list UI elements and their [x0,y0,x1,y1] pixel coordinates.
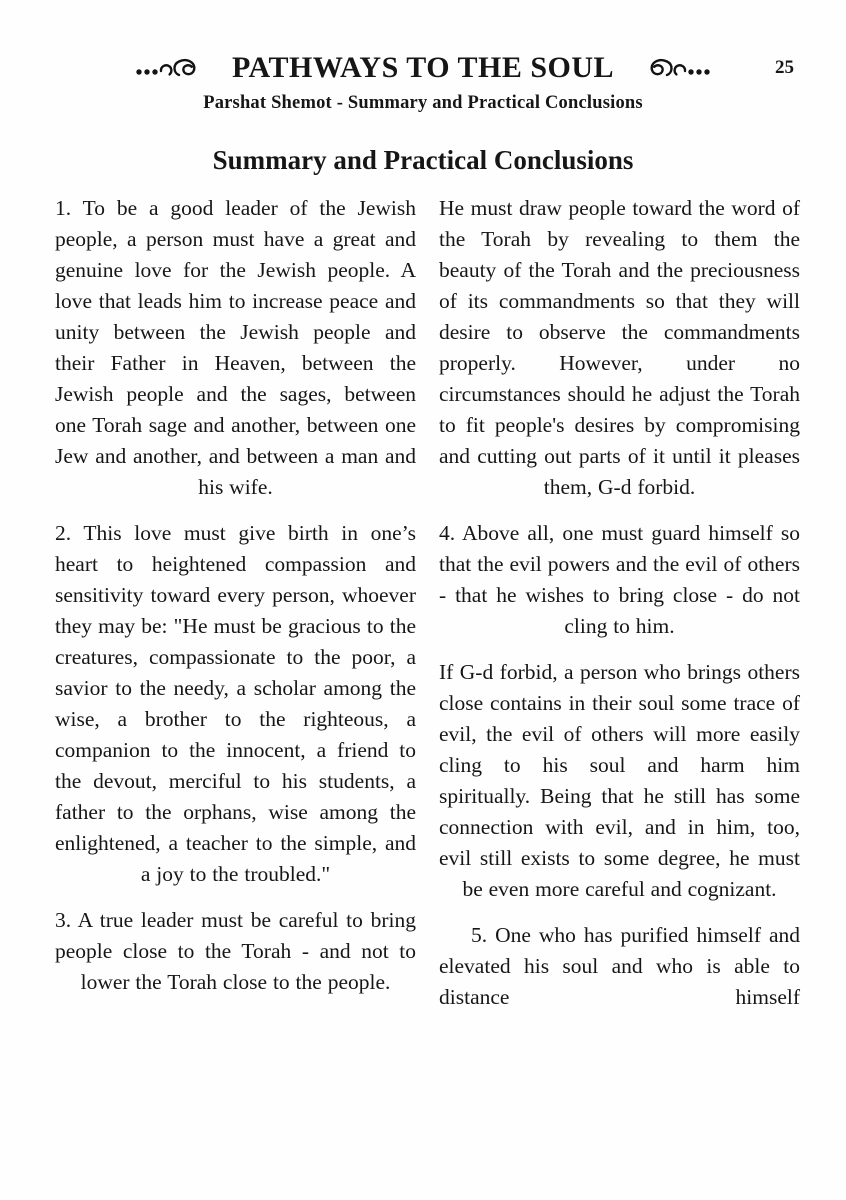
left-column [55,193,416,1028]
chapter-subtitle: Parshat Shemot - Summary and Practical Conclusions [203,93,643,113]
page-number: 25 [775,57,794,78]
paragraph-point-3: 3. A true leader must be careful to bring people close to the Torah - and not to lower the Torah close to the people. [55,908,416,994]
section-heading: Summary and Practical Conclusions [212,145,634,175]
flourish-right-icon [624,55,712,81]
paragraph-point-2: 2. This love must give birth in one’s heart to heightened compassion and sensitivity toward every person, whoever they may be: "He must be gracious to the creatures, compassionate to the poor, a savior to the needy, a scholar among the wise, a brother to the righteous, a companion to the innocent, a friend to the devout, merciful to his students, a father to the orphans, wise among the enlightened, a teacher to the simple, and a joy to the troubled." [55,521,416,886]
paragraph-point-3-continued: He must draw people toward the word of the Torah by revealing to them the beauty of the Torah and the preciousness of its commandments so that they will desire to observe the commandments properly. However, under no circumstances should he adjust the Torah to fit people's desires by compromising and cutting out parts of it until it pleases them, G-d forbid. [439,196,800,499]
paragraph-point-4: 4. Above all, one must guard himself so that the evil powers and the evil of others - that he wishes to bring close - do not cling to him. [439,521,800,638]
paragraph-point-5: 5. One who has purified himself and elevated his soul and who is able to distance himself [439,923,800,1009]
title-row [0,48,846,88]
flourish-left-icon [134,55,222,81]
page-header [0,0,846,114]
paragraph-point-1: 1. To be a good leader of the Jewish people, a person must have a great and genuine love for the Jewish people. A love that leads him to increase peace and unity between the Jewish people and their Father in Heaven, between the Jewish people and the sages, between one Torah sage and another, between one Jew and another, and between a man and his wife. [55,196,416,499]
book-title: PATHWAYS TO THE SOUL [231,51,615,84]
right-column [439,193,800,1028]
paragraph-point-4-continued: If G-d forbid, a person who brings others close contains in their soul some trace of evil, the evil of others will more easily cling to his soul and harm him spiritually. Being that he still has some connection with evil, and in him, too, evil still exists to some degree, he must be even more careful and cognizant. [439,660,800,901]
two-column-text [0,193,846,1028]
